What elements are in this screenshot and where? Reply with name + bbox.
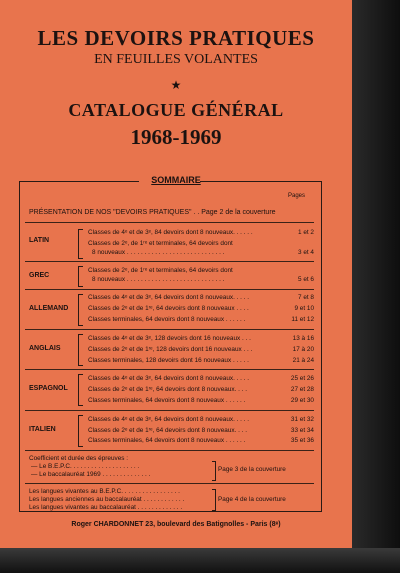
section-brace [78, 415, 83, 447]
langues-item: Les langues vivantes au B.E.P.C. . . . . . . . . . . . . . . . . [29, 488, 180, 495]
section-line: Classes terminales, 64 devoirs dont 8 nouveaux . . . . . . [88, 437, 246, 444]
section-pages: 21 à 24 [292, 357, 314, 364]
divider [25, 329, 314, 330]
background-shadow [352, 0, 400, 548]
background-bottom [0, 548, 400, 573]
section-pages: 5 et 6 [298, 276, 314, 283]
presentation-line: PRÉSENTATION DE NOS "DEVOIRS PRATIQUES" . . Page 2 de la couverture [29, 209, 276, 216]
langues-item: Les langues anciennes au baccalauréat . . . . . . . . . . . . [29, 496, 185, 503]
divider [25, 450, 314, 451]
section-pages: 9 et 10 [294, 305, 314, 312]
section-pages: 29 et 30 [290, 397, 314, 404]
section-language: ESPAGNOL [29, 385, 68, 392]
section-line: Classes de 2ᵉ et de 1ʳᵉ, 128 devoirs dont 16 nouveaux . . . [88, 346, 253, 353]
section-pages: 33 et 34 [290, 427, 314, 434]
title-line-1: LES DEVOIRS PRATIQUES [37, 26, 315, 50]
section-brace [78, 266, 83, 287]
section-line: Classes de 4ᵉ et de 3ᵉ, 64 devoirs dont 8 nouveaux. . . . . [88, 294, 250, 301]
langues-ref: Page 4 de la couverture [218, 496, 286, 503]
section-language: GREC [29, 272, 50, 279]
catalogue-years: 1968-1969 [130, 125, 222, 149]
section-brace [78, 229, 83, 259]
pages-header: Pages [288, 193, 306, 199]
catalogue-title: CATALOGUE GÉNÉRAL [68, 100, 284, 120]
section-pages: 31 et 32 [290, 416, 314, 423]
publisher-footer: Roger CHARDONNET 23, boulevard des Batignolles - Paris (8ᵉ) [71, 521, 281, 528]
section-brace [78, 294, 83, 326]
langues-item: Les langues vivantes au baccalauréat . . . . . . . . . . . . . [29, 504, 183, 511]
section-line: Classes de 4ᵉ et de 3ᵉ, 84 devoirs dont 8 nouveaux. . . . . . [88, 229, 253, 236]
section-line: Classes terminales, 64 devoirs dont 8 nouveaux . . . . . . [88, 316, 246, 323]
section-pages: 7 et 8 [298, 294, 314, 301]
section-line: Classes terminales, 128 devoirs dont 16 nouveaux . . . . . [88, 357, 249, 364]
section-pages: 17 à 20 [292, 346, 314, 353]
section-language: ANGLAIS [29, 345, 61, 352]
divider [25, 289, 314, 290]
section-line: Classes de 2ᵉ, de 1ʳᵉ et terminales, 64 devoirs dont [88, 267, 233, 274]
section-line: Classes de 2ᵉ et de 1ʳᵉ, 64 devoirs dont 8 nouveaux. . . . [88, 386, 248, 393]
coefficients-ref: Page 3 de la couverture [218, 466, 286, 473]
section-line: Classes de 4ᵉ et de 3ᵉ, 128 devoirs dont 16 nouveaux . . . [88, 335, 251, 342]
divider [25, 261, 314, 262]
section-brace [78, 374, 83, 406]
section-line: 8 nouveaux . . . . . . . . . . . . . . . . . . . . . . . . . . . . [92, 276, 225, 283]
section-language: LATIN [29, 237, 50, 244]
section-pages: 27 et 28 [290, 386, 314, 393]
coefficients-item: — Le B.E.P.C. . . . . . . . . . . . . . . . . . . . [31, 463, 140, 470]
section-pages: 1 et 2 [298, 229, 314, 236]
section-brace [78, 334, 83, 366]
langues-brace [212, 489, 216, 511]
section-pages: 13 à 16 [292, 335, 314, 342]
section-pages: 35 et 36 [290, 437, 314, 444]
title-line-2: EN FEUILLES VOLANTES [94, 52, 258, 67]
divider [25, 369, 314, 370]
section-pages: 3 et 4 [298, 249, 314, 256]
coefficients-brace [212, 461, 216, 481]
section-pages: 11 et 12 [291, 316, 314, 323]
divider [25, 483, 314, 484]
coefficients-item: — Le baccalauréat 1969 . . . . . . . . . . . . . . [31, 471, 151, 478]
section-language: ALLEMAND [29, 305, 69, 312]
section-line: Classes de 4ᵉ et de 3ᵉ, 64 devoirs dont 8 nouveaux. . . . . [88, 375, 250, 382]
section-line: Classes de 2ᵉ, de 1ʳᵉ et terminales, 64 devoirs dont [88, 240, 233, 247]
star-ornament: ★ [170, 78, 182, 92]
section-language: ITALIEN [29, 426, 56, 433]
section-line: Classes terminales, 64 devoirs dont 8 nouveaux . . . . . . [88, 397, 246, 404]
divider [25, 222, 314, 223]
divider [25, 410, 314, 411]
section-line: Classes de 4ᵉ et de 3ᵉ, 64 devoirs dont 8 nouveaux. . . . . [88, 416, 250, 423]
section-line: Classes de 2ᵉ et de 1ʳᵉ, 64 devoirs dont 8 nouveaux. . . . [88, 427, 248, 434]
section-pages: 25 et 26 [290, 375, 314, 382]
coefficients-heading: Coefficient et durée des épreuves : [29, 455, 128, 462]
section-line: Classes de 2ᵉ et de 1ʳᵉ, 64 devoirs dont 8 nouveaux . . . . [88, 305, 249, 312]
section-line: 8 nouveaux . . . . . . . . . . . . . . . . . . . . . . . . . . . . [92, 249, 225, 256]
sommaire-heading: SOMMAIRE [151, 175, 201, 185]
